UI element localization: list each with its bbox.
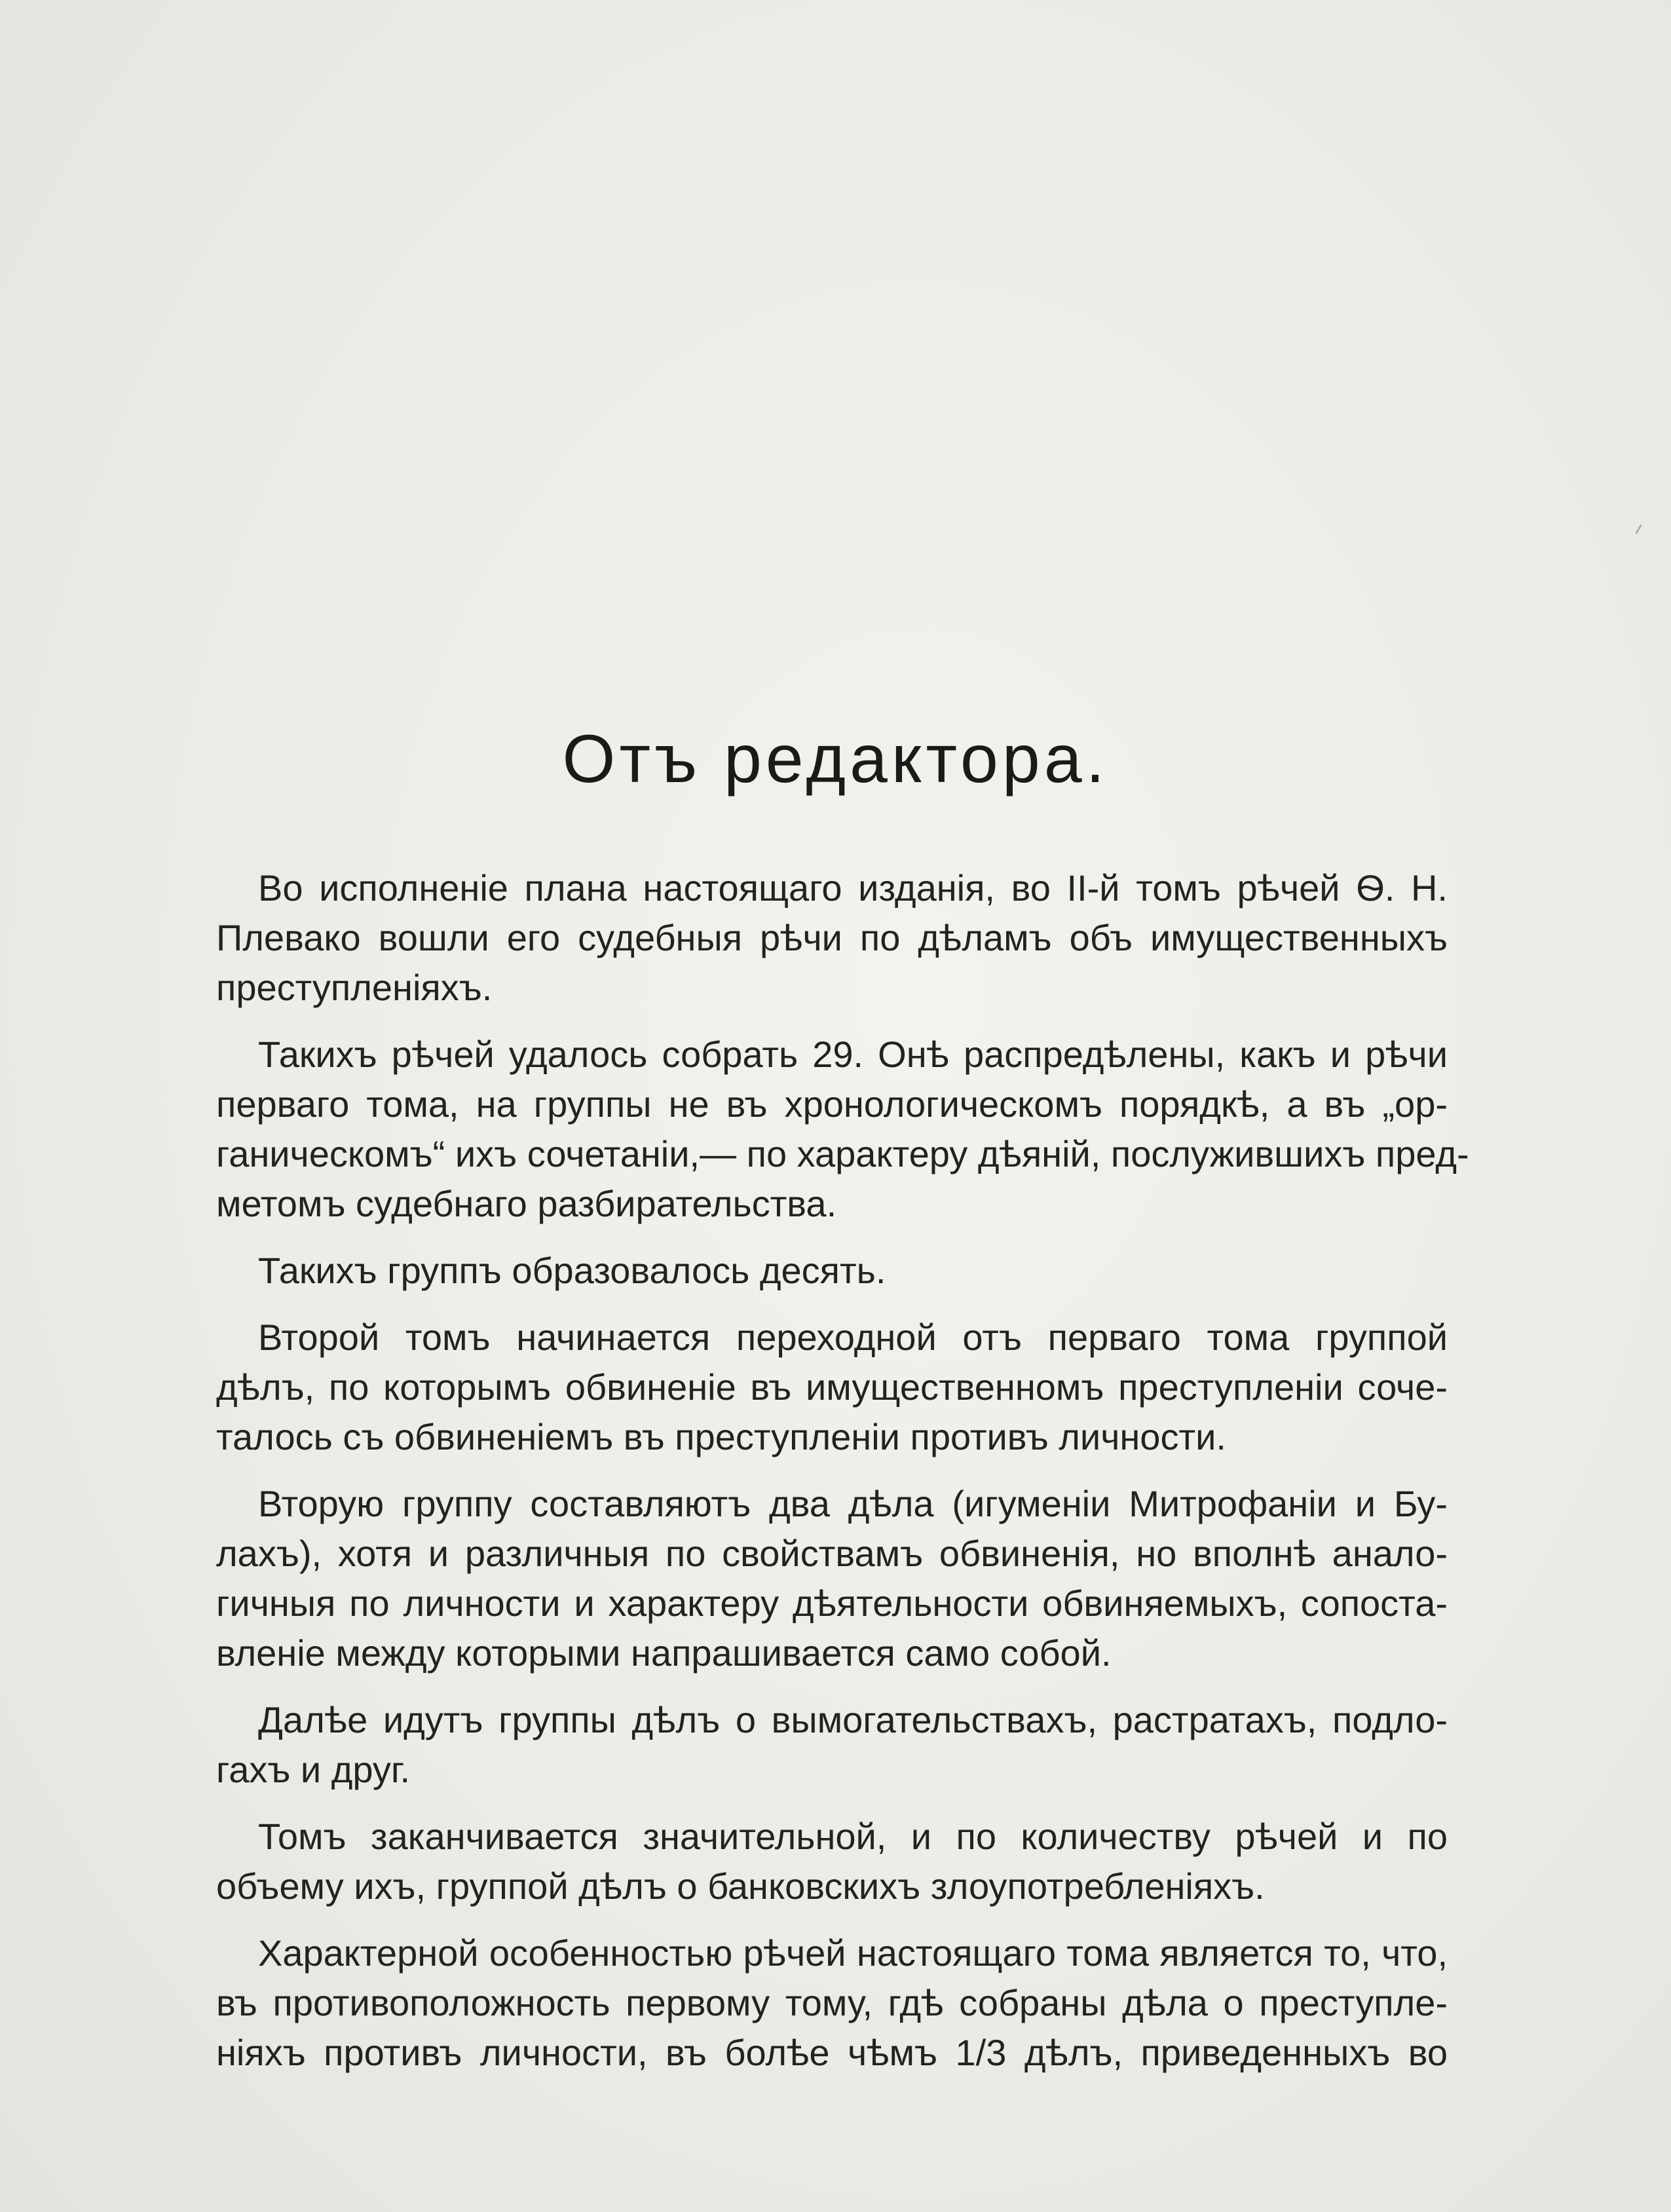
text-line: талось съ обвиненіемъ въ преступленіи противъ личности.	[216, 1416, 1226, 1457]
text-line: въ противоположность первому тому, гдѣ собраны дѣла о преступле-	[216, 1982, 1448, 2023]
text-line: дѣлъ, по которымъ обвиненіе въ имущественномъ преступленіи соче-	[216, 1366, 1448, 1408]
text-line: Вторую группу составляютъ два дѣла (игуменіи Митрофаніи и Бу-	[258, 1483, 1448, 1524]
text-line: ганическомъ“ ихъ сочетаніи,— по характеру дѣяній, послужившихъ пред-	[216, 1133, 1469, 1174]
text-line: гичныя по личности и характеру дѣятельности обвиняемыхъ, сопоста-	[216, 1583, 1448, 1624]
text-line: лахъ), хотя и различныя по свойствамъ обвиненія, но вполнѣ анало-	[216, 1533, 1448, 1574]
text-line: Такихъ рѣчей удалось собрать 29. Онѣ распредѣлены, какъ и рѣчи	[258, 1034, 1448, 1075]
paper-speck	[1635, 524, 1642, 534]
text-line: Плевако вошли его судебныя рѣчи по дѣламъ объ имущественныхъ	[216, 917, 1448, 958]
text-line: ніяхъ противъ личности, въ болѣе чѣмъ 1/3 дѣлъ, приведенныхъ во	[216, 2032, 1448, 2073]
text-line: объему ихъ, группой дѣлъ о банковскихъ злоупотребленіяхъ.	[216, 1865, 1265, 1907]
text-line: Томъ заканчивается значительной, и по количеству рѣчей и по	[258, 1816, 1448, 1857]
text-line: метомъ судебнаго разбирательства.	[216, 1183, 837, 1224]
text-line: Во исполненіе плана настоящаго изданія, во II-й томъ рѣчей Ѳ. Н.	[258, 867, 1448, 909]
text-line: Второй томъ начинается переходной отъ перваго тома группой	[258, 1317, 1448, 1358]
text-line: Далѣе идутъ группы дѣлъ о вымогательствахъ, растратахъ, подло-	[258, 1699, 1448, 1740]
text-line: Характерной особенностью рѣчей настоящаго тома является то, что,	[258, 1932, 1448, 1974]
text-line: вленіе между которыми напрашивается само собой.	[216, 1632, 1112, 1674]
text-line: перваго тома, на группы не въ хронологическомъ порядкѣ, а въ „ор-	[216, 1083, 1448, 1125]
text-line: гахъ и друг.	[216, 1749, 411, 1790]
page-title: Отъ редактора.	[562, 721, 1109, 797]
body-text	[216, 863, 1469, 2078]
text-line: Такихъ группъ образовалось десять.	[258, 1250, 886, 1291]
text-line: преступленіяхъ.	[216, 967, 493, 1008]
